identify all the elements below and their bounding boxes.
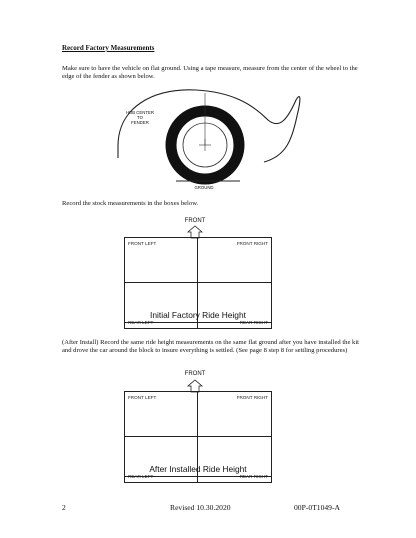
front-label: FRONT: [184, 218, 206, 224]
intro-paragraph: Make sure to have the vehicle on flat ground. Using a tape measure, measure from the center of the wheel to the edge of the fender as shown below.: [62, 65, 358, 81]
ground-label: GROUND: [194, 185, 214, 190]
after-install-paragraph: (After Install) Record the same ride height measurements on the same flat ground after you have installed the kit and drove the car around the block to insure everything is settled. (See page 8 step 8 for settling procedures): [62, 339, 359, 355]
cell-rear-right[interactable]: REAR RIGHT: [239, 474, 268, 479]
front-label: FRONT: [184, 371, 206, 377]
cell-front-right[interactable]: FRONT RIGHT: [198, 392, 271, 437]
cell-rear-left[interactable]: REAR LEFT: [125, 437, 198, 482]
caption-after: After Installed Ride Height: [124, 463, 272, 477]
cell-front-right[interactable]: FRONT RIGHT: [198, 238, 271, 283]
hub-label: HUB CENTER TO FENDER: [126, 110, 154, 125]
cell-rear-left[interactable]: REAR LEFT: [125, 283, 198, 328]
cell-front-left[interactable]: FRONT LEFT: [125, 238, 198, 283]
record-instruction: Record the stock measurements in the boxes below.: [62, 200, 199, 207]
cell-front-left[interactable]: FRONT LEFT: [125, 392, 198, 437]
caption-initial: Initial Factory Ride Height: [124, 309, 272, 323]
part-number: 00P-0T1049-A: [294, 503, 340, 512]
revised-date: Revised 10.30.2020: [170, 503, 231, 512]
page-number: 2: [62, 503, 66, 512]
section-heading: Record Factory Measurements: [62, 44, 155, 52]
cell-rear-right[interactable]: REAR RIGHT: [239, 320, 268, 325]
